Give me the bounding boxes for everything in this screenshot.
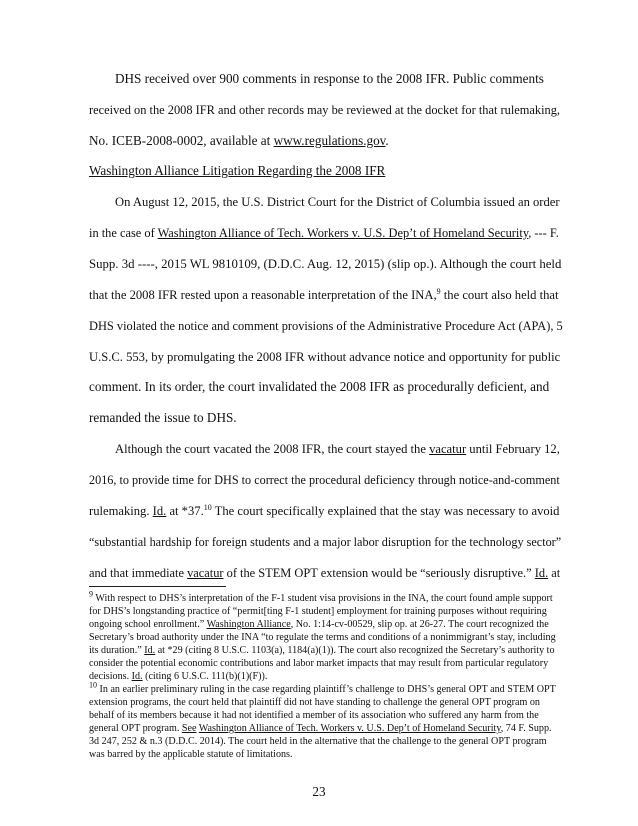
body-line: DHS received over 900 comments in response to the 2008 IFR. Public comments: [115, 71, 544, 86]
footnote-10-line: $^{10}$ In an earlier preliminary ruling in the case regarding plaintiff’s challenge to DHS’s general OPT and STEM OPT: [89, 680, 556, 695]
footnote-10-line: 3d 247, 252 & n.3 (D.D.C. 2014). The court held in the alternative that the challenge to the general OPT program: [89, 736, 547, 747]
body-line: Supp. 3d ----, 2015 WL 9810109, (D.D.C. Aug. 12, 2015) (slip op.). Although the court held: [89, 257, 562, 271]
footnote-9-line: for DHS’s longstanding practice of “permit[ting F-1 student] employment for training purposes without requiring: [89, 606, 547, 617]
footnote-9-line: its duration.” Id. at *29 (citing 8 U.S.C. 1103(a), 1184(a)(1)). The court also recognized the Secretary’s authority to: [89, 645, 555, 656]
body-line: 2016, to provide time for DHS to correct the procedural deficiency through notice-and-comment: [89, 473, 560, 487]
footnote-10-line: was barred by the applicable statute of limitations.: [89, 749, 293, 760]
body-line: DHS violated the notice and comment provisions of the Administrative Procedure Act (APA), 5: [89, 319, 563, 333]
body-line: On August 12, 2015, the U.S. District Court for the District of Columbia issued an order: [115, 195, 560, 209]
footnote-9-line: Secretary’s broad authority under the INA “to regulate the terms and conditions of a nonimmigrant’s stay, including: [89, 632, 556, 643]
page-number: 23: [312, 784, 326, 799]
footnote-divider: [89, 586, 226, 587]
footnote-9-line: consider the potential economic contributions and labor market impacts that may result from particular regulatory: [89, 658, 549, 669]
body-line: “substantial hardship for foreign students and a major labor disruption for the technology sector”: [89, 535, 562, 549]
body-line: U.S.C. 553, by promulgating the 2008 IFR without advance notice and opportunity for public: [89, 350, 561, 364]
body-line: comment. In its order, the court invalidated the 2008 IFR as procedurally deficient, and: [89, 379, 550, 394]
body-line: that the 2008 IFR rested upon a reasonable interpretation of the INA,$^9$ the court also held that: [89, 286, 559, 302]
body-line: in the case of Washington Alliance of Tech. Workers v. U.S. Dep’t of Homeland Security, --- F.: [89, 226, 559, 240]
footnote-9-line: ongoing school enrollment.” Washington Alliance, No. 1:14-cv-00529, slip op. at 26-27. The court recognized the: [89, 619, 549, 630]
body-line: Although the court vacated the 2008 IFR, the court stayed the vacatur until February 12,: [115, 442, 560, 456]
regulations-link[interactable]: www.regulations.gov: [273, 133, 386, 148]
footnote-10-line: behalf of its members because it had not identified a member of its association who suffered any harm from the: [89, 710, 539, 721]
section-heading: Washington Alliance Litigation Regarding the 2008 IFR: [89, 163, 386, 178]
footnote-ref-9[interactable]: 9: [436, 286, 441, 296]
footnote-9-line: decisions. Id. (citing 6 U.S.C. 111(b)(1)(F)).: [89, 671, 268, 682]
body-line: and that immediate vacatur of the STEM OPT extension would be “seriously disruptive.” Id. at: [89, 565, 564, 581]
body-line: received on the 2008 IFR and other records may be reviewed at the docket for that rulemaking,: [89, 103, 561, 117]
footnote-10-line: extension programs, the court held that plaintiff did not have standing to challenge the general OPT program on: [89, 697, 540, 708]
body-line: No. ICEB-2008-0002, available at www.regulations.gov.: [89, 133, 389, 148]
footnote-10-line: general OPT program. See Washington Alliance of Tech. Workers v. U.S. Dep’t of Homeland Security, 74 F. Supp.: [89, 723, 552, 734]
body-line: remanded the issue to DHS.: [89, 410, 237, 425]
body-line: rulemaking. Id. at *37.10 The court specifically explained that the stay was necessary to avoid: [89, 502, 560, 518]
case-citation: Washington Alliance of Tech. Workers v. U.S. Dep’t of Homeland Security: [157, 226, 529, 240]
footnote-9-line: $^9$ With respect to DHS’s interpretation of the F-1 student visa provisions in the INA, the court found ample support: [89, 589, 553, 604]
footnote-ref-10[interactable]: 10: [203, 502, 212, 512]
